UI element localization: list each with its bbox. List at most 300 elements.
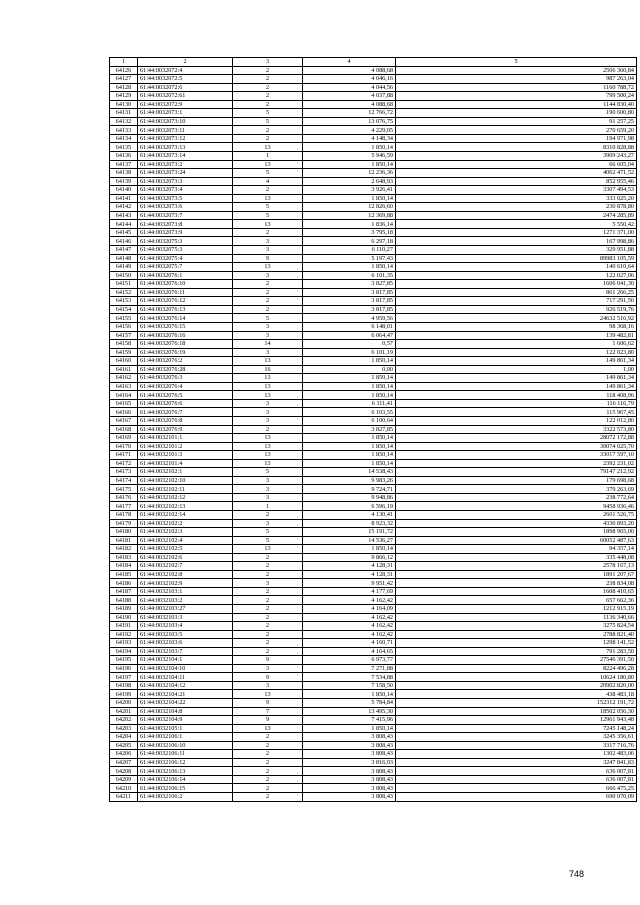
cadastral-value-cell: 116 116,79 — [396, 399, 637, 408]
row-number-cell: 64164 — [110, 391, 138, 400]
specific-value-cell: 4 046,16 — [303, 75, 396, 84]
table-row — [110, 297, 637, 306]
specific-value-cell: 4 162,42 — [303, 630, 396, 639]
row-number-cell: 64210 — [110, 784, 138, 793]
specific-value-cell: 6 101,35 — [303, 271, 396, 280]
group-cell: 13 — [233, 160, 303, 169]
cadastral-value-cell: 230 878,80 — [396, 203, 637, 212]
table-row — [110, 416, 637, 425]
row-number-cell: 64130 — [110, 100, 138, 109]
table-row — [110, 664, 637, 673]
table-row — [110, 100, 637, 109]
cadastral-number-cell: 61:44:0032076:15 — [138, 322, 233, 331]
cadastral-value-cell: 1212 915,19 — [396, 605, 637, 614]
table-row — [110, 707, 637, 716]
group-cell: 2 — [233, 613, 303, 622]
group-cell: 13 — [233, 442, 303, 451]
row-number-cell: 64185 — [110, 570, 138, 579]
row-number-cell: 64206 — [110, 750, 138, 759]
row-number-cell: 64194 — [110, 647, 138, 656]
cadastral-value-cell: 2392 231,02 — [396, 459, 637, 468]
cadastral-value-cell: 79147 212,92 — [396, 468, 637, 477]
specific-value-cell: 13 495,30 — [303, 707, 396, 716]
specific-value-cell: 1 850,14 — [303, 545, 396, 554]
cadastral-number-cell: 61:44:0032073:3 — [138, 177, 233, 186]
row-number-cell: 64181 — [110, 536, 138, 545]
cadastral-number-cell: 61:44:0032076:11 — [138, 288, 233, 297]
row-number-cell: 64156 — [110, 322, 138, 331]
header-cell-4: 4 — [303, 58, 396, 67]
specific-value-cell: 2 648,93 — [303, 177, 396, 186]
table-row — [110, 246, 637, 255]
table-row — [110, 562, 637, 571]
cadastral-value-cell: 98 368,16 — [396, 322, 637, 331]
cadastral-value-cell: 1,00 — [396, 365, 637, 374]
table-row — [110, 340, 637, 349]
table-row — [110, 83, 637, 92]
cadastral-number-cell: 61:44:0032072:6 — [138, 83, 233, 92]
table-row — [110, 596, 637, 605]
cadastral-value-cell: 2788 821,40 — [396, 630, 637, 639]
table-row — [110, 177, 637, 186]
row-number-cell: 64147 — [110, 246, 138, 255]
row-number-cell: 64187 — [110, 587, 138, 596]
cadastral-value-cell: 717 291,50 — [396, 297, 637, 306]
specific-value-cell: 9 983,26 — [303, 476, 396, 485]
cadastral-number-cell: 61:44:0032073:24 — [138, 169, 233, 178]
group-cell: 9 — [233, 254, 303, 263]
specific-value-cell: 15 191,72 — [303, 528, 396, 537]
specific-value-cell: 4 037,88 — [303, 92, 396, 101]
group-cell: 14 — [233, 340, 303, 349]
group-cell: 5 — [233, 314, 303, 323]
row-number-cell: 64170 — [110, 442, 138, 451]
cadastral-value-table — [109, 57, 637, 802]
row-number-cell: 64196 — [110, 664, 138, 673]
specific-value-cell: 6 110,27 — [303, 246, 396, 255]
row-number-cell: 64134 — [110, 134, 138, 143]
group-cell: 3 — [233, 399, 303, 408]
group-cell: 2 — [233, 562, 303, 571]
row-number-cell: 64165 — [110, 399, 138, 408]
row-number-cell: 64211 — [110, 793, 138, 802]
specific-value-cell: 3 808,43 — [303, 793, 396, 802]
cadastral-number-cell: 61:44:0032106:11 — [138, 750, 233, 759]
group-cell: 2 — [233, 510, 303, 519]
cadastral-number-cell: 61:44:0032104:10 — [138, 664, 233, 673]
specific-value-cell: 7 271,88 — [303, 664, 396, 673]
table-row — [110, 271, 637, 280]
row-number-cell: 64171 — [110, 451, 138, 460]
row-number-cell: 64166 — [110, 408, 138, 417]
cadastral-value-cell: 8310 828,88 — [396, 143, 637, 152]
table-row — [110, 220, 637, 229]
cadastral-number-cell: 61:44:0032103:7 — [138, 647, 233, 656]
specific-value-cell: 0,00 — [303, 365, 396, 374]
row-number-cell: 64207 — [110, 758, 138, 767]
table-row — [110, 519, 637, 528]
cadastral-number-cell: 61:44:0032073:9 — [138, 228, 233, 237]
group-cell: 5 — [233, 528, 303, 537]
cadastral-number-cell: 61:44:0032076:19 — [138, 348, 233, 357]
specific-value-cell: 4 959,56 — [303, 314, 396, 323]
cadastral-number-cell: 61:44:0032073:1 — [138, 109, 233, 118]
specific-value-cell: 1 850,14 — [303, 434, 396, 443]
specific-value-cell: 4 128,31 — [303, 570, 396, 579]
row-number-cell: 64183 — [110, 553, 138, 562]
cadastral-value-cell: 118 408,96 — [396, 391, 637, 400]
group-cell: 4 — [233, 177, 303, 186]
table-row — [110, 528, 637, 537]
row-number-cell: 64133 — [110, 126, 138, 135]
cadastral-value-cell: 657 662,36 — [396, 596, 637, 605]
specific-value-cell: 14 536,27 — [303, 536, 396, 545]
group-cell: 2 — [233, 288, 303, 297]
cadastral-number-cell: 61:44:0032102:5 — [138, 545, 233, 554]
group-cell: 2 — [233, 425, 303, 434]
cadastral-number-cell: 61:44:0032102:6 — [138, 553, 233, 562]
cadastral-value-cell: 9458 936,46 — [396, 502, 637, 511]
cadastral-value-cell: 3909 243,27 — [396, 152, 637, 161]
table-row — [110, 690, 637, 699]
cadastral-value-cell: 3307 494,53 — [396, 186, 637, 195]
cadastral-number-cell: 61:44:0032076:5 — [138, 391, 233, 400]
cadastral-number-cell: 61:44:0032101:3 — [138, 451, 233, 460]
cadastral-number-cell: 61:44:0032104:22 — [138, 699, 233, 708]
group-cell: 5 — [233, 109, 303, 118]
specific-value-cell: 1 850,14 — [303, 442, 396, 451]
specific-value-cell: 1 850,14 — [303, 143, 396, 152]
cadastral-number-cell: 61:44:0032076:10 — [138, 280, 233, 289]
cadastral-value-cell: 2506 360,84 — [396, 66, 637, 75]
group-cell: 2 — [233, 570, 303, 579]
row-number-cell: 64205 — [110, 741, 138, 750]
table-header — [110, 58, 637, 67]
cadastral-value-cell: 194 971,98 — [396, 134, 637, 143]
table-row — [110, 570, 637, 579]
cadastral-value-cell: 666 475,25 — [396, 784, 637, 793]
group-cell: 2 — [233, 280, 303, 289]
row-number-cell: 64195 — [110, 656, 138, 665]
specific-value-cell: 3 817,85 — [303, 288, 396, 297]
specific-value-cell: 3 827,85 — [303, 280, 396, 289]
row-number-cell: 64203 — [110, 724, 138, 733]
row-number-cell: 64138 — [110, 169, 138, 178]
table-row — [110, 442, 637, 451]
cadastral-number-cell: 61:44:0032102:2 — [138, 519, 233, 528]
table-row — [110, 716, 637, 725]
cadastral-number-cell: 61:44:0032076:12 — [138, 297, 233, 306]
group-cell: 3 — [233, 519, 303, 528]
specific-value-cell: 4 162,42 — [303, 613, 396, 622]
table-row — [110, 681, 637, 690]
cadastral-number-cell: 61:44:0032106:13 — [138, 767, 233, 776]
group-cell: 2 — [233, 100, 303, 109]
cadastral-value-cell: 379 263,69 — [396, 485, 637, 494]
group-cell: 13 — [233, 374, 303, 383]
group-cell: 5 — [233, 169, 303, 178]
row-number-cell: 64193 — [110, 639, 138, 648]
group-cell: 2 — [233, 767, 303, 776]
table-row — [110, 391, 637, 400]
specific-value-cell: 1 850,14 — [303, 263, 396, 272]
group-cell: 9 — [233, 673, 303, 682]
cadastral-number-cell: 61:44:0032104:21 — [138, 690, 233, 699]
table-row — [110, 553, 637, 562]
cadastral-value-cell: 238 772,64 — [396, 493, 637, 502]
table-row — [110, 767, 637, 776]
specific-value-cell: 3 817,85 — [303, 297, 396, 306]
row-number-cell: 64155 — [110, 314, 138, 323]
table-row — [110, 408, 637, 417]
table-row — [110, 237, 637, 246]
cadastral-value-cell: 1136 340,66 — [396, 613, 637, 622]
specific-value-cell: 1 850,14 — [303, 724, 396, 733]
cadastral-number-cell: 61:44:0032076:1 — [138, 271, 233, 280]
cadastral-number-cell: 61:44:0032103:4 — [138, 622, 233, 631]
table-row — [110, 194, 637, 203]
cadastral-value-cell: 115 967,45 — [396, 408, 637, 417]
specific-value-cell: 6 101,19 — [303, 348, 396, 357]
cadastral-value-cell: 238 834,08 — [396, 579, 637, 588]
group-cell: 13 — [233, 434, 303, 443]
cadastral-value-cell: 18502 056,30 — [396, 707, 637, 716]
group-cell: 2 — [233, 596, 303, 605]
table-row — [110, 348, 637, 357]
cadastral-value-cell: 3245 356,61 — [396, 733, 637, 742]
table-row — [110, 536, 637, 545]
group-cell: 13 — [233, 391, 303, 400]
table-row — [110, 66, 637, 75]
specific-value-cell: 12 766,72 — [303, 109, 396, 118]
specific-value-cell: 6 111,41 — [303, 399, 396, 408]
table-row — [110, 254, 637, 263]
cadastral-value-cell: 1606 041,30 — [396, 280, 637, 289]
group-cell: 5 — [233, 117, 303, 126]
specific-value-cell: 7 415,96 — [303, 716, 396, 725]
row-number-cell: 64199 — [110, 690, 138, 699]
specific-value-cell: 1 850,14 — [303, 382, 396, 391]
specific-value-cell: 4 162,42 — [303, 622, 396, 631]
cadastral-number-cell: 61:44:0032073:12 — [138, 134, 233, 143]
specific-value-cell: 6 297,18 — [303, 237, 396, 246]
group-cell: 5 — [233, 211, 303, 220]
row-number-cell: 64154 — [110, 305, 138, 314]
table-row — [110, 459, 637, 468]
group-cell: 9 — [233, 716, 303, 725]
cadastral-number-cell: 61:44:0032103:3 — [138, 613, 233, 622]
cadastral-value-cell: 335 448,08 — [396, 553, 637, 562]
cadastral-number-cell: 61:44:0032102:4 — [138, 536, 233, 545]
cadastral-number-cell: 61:44:0032076:28 — [138, 365, 233, 374]
header-row — [110, 58, 637, 67]
row-number-cell: 64177 — [110, 502, 138, 511]
cadastral-value-cell: 791 283,50 — [396, 647, 637, 656]
specific-value-cell: 5 946,59 — [303, 152, 396, 161]
table-row — [110, 605, 637, 614]
cadastral-value-cell: 3317 716,76 — [396, 741, 637, 750]
cadastral-value-cell: 60052 487,63 — [396, 536, 637, 545]
cadastral-number-cell: 61:44:0032073:13 — [138, 143, 233, 152]
cadastral-number-cell: 61:44:0032076:13 — [138, 305, 233, 314]
table-row — [110, 485, 637, 494]
table-row — [110, 143, 637, 152]
cadastral-number-cell: 61:44:0032075:4 — [138, 254, 233, 263]
cadastral-number-cell: 61:44:0032076:3 — [138, 374, 233, 383]
table-row — [110, 280, 637, 289]
row-number-cell: 64179 — [110, 519, 138, 528]
cadastral-value-cell: 1891 207,67 — [396, 570, 637, 579]
table-row — [110, 399, 637, 408]
row-number-cell: 64172 — [110, 459, 138, 468]
table-row — [110, 75, 637, 84]
cadastral-value-cell: 89983 105,59 — [396, 254, 637, 263]
cadastral-number-cell: 61:44:0032076:2 — [138, 357, 233, 366]
table-row — [110, 630, 637, 639]
group-cell: 3 — [233, 416, 303, 425]
row-number-cell: 64191 — [110, 622, 138, 631]
group-cell: 2 — [233, 66, 303, 75]
cadastral-number-cell: 61:44:0032102:11 — [138, 485, 233, 494]
row-number-cell: 64175 — [110, 485, 138, 494]
cadastral-value-cell: 1 606,62 — [396, 340, 637, 349]
table-row — [110, 784, 637, 793]
specific-value-cell: 5 784,84 — [303, 699, 396, 708]
cadastral-number-cell: 61:44:0032106:2 — [138, 793, 233, 802]
specific-value-cell: 1 850,14 — [303, 357, 396, 366]
row-number-cell: 64182 — [110, 545, 138, 554]
group-cell: 2 — [233, 793, 303, 802]
cadastral-value-cell: 28072 172,88 — [396, 434, 637, 443]
specific-value-cell: 12 826,60 — [303, 203, 396, 212]
cadastral-value-cell: 179 698,68 — [396, 476, 637, 485]
table-row — [110, 793, 637, 802]
specific-value-cell: 3 808,43 — [303, 784, 396, 793]
row-number-cell: 64160 — [110, 357, 138, 366]
row-number-cell: 64188 — [110, 596, 138, 605]
table-row — [110, 109, 637, 118]
cadastral-number-cell: 61:44:0032102:14 — [138, 510, 233, 519]
table-row — [110, 425, 637, 434]
row-number-cell: 64159 — [110, 348, 138, 357]
cadastral-value-cell: 3247 841,83 — [396, 758, 637, 767]
row-number-cell: 64149 — [110, 263, 138, 272]
row-number-cell: 64157 — [110, 331, 138, 340]
group-cell: 2 — [233, 750, 303, 759]
group-cell: 2 — [233, 775, 303, 784]
row-number-cell: 64209 — [110, 775, 138, 784]
cadastral-number-cell: 61:44:0032076:4 — [138, 382, 233, 391]
group-cell: 2 — [233, 587, 303, 596]
row-number-cell: 64167 — [110, 416, 138, 425]
specific-value-cell: 4 164,65 — [303, 647, 396, 656]
cadastral-value-cell: 690 070,09 — [396, 793, 637, 802]
row-number-cell: 64148 — [110, 254, 138, 263]
row-number-cell: 64198 — [110, 681, 138, 690]
specific-value-cell: 6 103,55 — [303, 408, 396, 417]
group-cell: 2 — [233, 784, 303, 793]
group-cell: 2 — [233, 553, 303, 562]
group-cell: 3 — [233, 237, 303, 246]
cadastral-number-cell: 61:44:0032102:3 — [138, 528, 233, 537]
specific-value-cell: 9 951,42 — [303, 579, 396, 588]
row-number-cell: 64184 — [110, 562, 138, 571]
row-number-cell: 64162 — [110, 374, 138, 383]
table-row — [110, 211, 637, 220]
table-row — [110, 468, 637, 477]
cadastral-value-cell: 987 263,04 — [396, 75, 637, 84]
specific-value-cell: 1 850,14 — [303, 391, 396, 400]
cadastral-number-cell: 61:44:0032076:18 — [138, 340, 233, 349]
cadastral-number-cell: 61:44:0032076:16 — [138, 331, 233, 340]
group-cell: 3 — [233, 579, 303, 588]
specific-value-cell: 1 836,14 — [303, 220, 396, 229]
cadastral-number-cell: 61:44:0032076:14 — [138, 314, 233, 323]
cadastral-number-cell: 61:44:0032075:3 — [138, 246, 233, 255]
group-cell: 2 — [233, 305, 303, 314]
table-row — [110, 699, 637, 708]
specific-value-cell: 3 827,85 — [303, 425, 396, 434]
table-row — [110, 434, 637, 443]
row-number-cell: 64176 — [110, 493, 138, 502]
cadastral-value-cell: 926 519,76 — [396, 305, 637, 314]
table-row — [110, 374, 637, 383]
cadastral-number-cell: 61:44:0032102:1 — [138, 468, 233, 477]
row-number-cell: 64146 — [110, 237, 138, 246]
group-cell: 3 — [233, 408, 303, 417]
cadastral-value-cell: 3322 573,80 — [396, 425, 637, 434]
group-cell: 16 — [233, 365, 303, 374]
specific-value-cell: 4 229,05 — [303, 126, 396, 135]
specific-value-cell: 1 850,14 — [303, 690, 396, 699]
specific-value-cell: 4 088,68 — [303, 100, 396, 109]
cadastral-value-cell: 1271 371,00 — [396, 228, 637, 237]
group-cell: 2 — [233, 83, 303, 92]
row-number-cell: 64131 — [110, 109, 138, 118]
table-row — [110, 331, 637, 340]
cadastral-number-cell: 61:44:0032103:27 — [138, 605, 233, 614]
group-cell: 1 — [233, 502, 303, 511]
row-number-cell: 64168 — [110, 425, 138, 434]
cadastral-number-cell: 61:44:0032072:4 — [138, 66, 233, 75]
table-body — [110, 66, 637, 801]
row-number-cell: 64132 — [110, 117, 138, 126]
table-row — [110, 288, 637, 297]
cadastral-value-cell: 438 483,18 — [396, 690, 637, 699]
cadastral-number-cell: 61:44:0032102:9 — [138, 579, 233, 588]
specific-value-cell: 3 808,43 — [303, 741, 396, 750]
cadastral-value-cell: 149 861,34 — [396, 357, 637, 366]
table-row — [110, 750, 637, 759]
group-cell: 2 — [233, 126, 303, 135]
row-number-cell: 64186 — [110, 579, 138, 588]
table-row — [110, 186, 637, 195]
group-cell: 13 — [233, 690, 303, 699]
specific-value-cell: 3 795,18 — [303, 228, 396, 237]
specific-value-cell: 6 596,19 — [303, 502, 396, 511]
cadastral-number-cell: 61:44:0032101:2 — [138, 442, 233, 451]
cadastral-value-cell: 799 500,24 — [396, 92, 637, 101]
specific-value-cell: 4 044,56 — [303, 83, 396, 92]
group-cell: 3 — [233, 476, 303, 485]
row-number-cell: 64208 — [110, 767, 138, 776]
table-row — [110, 673, 637, 682]
header-cell-1: 1 — [110, 58, 138, 67]
row-number-cell: 64178 — [110, 510, 138, 519]
cadastral-value-cell: 1608 410,65 — [396, 587, 637, 596]
specific-value-cell: 6 100,64 — [303, 416, 396, 425]
cadastral-number-cell: 61:44:0032073:2 — [138, 160, 233, 169]
